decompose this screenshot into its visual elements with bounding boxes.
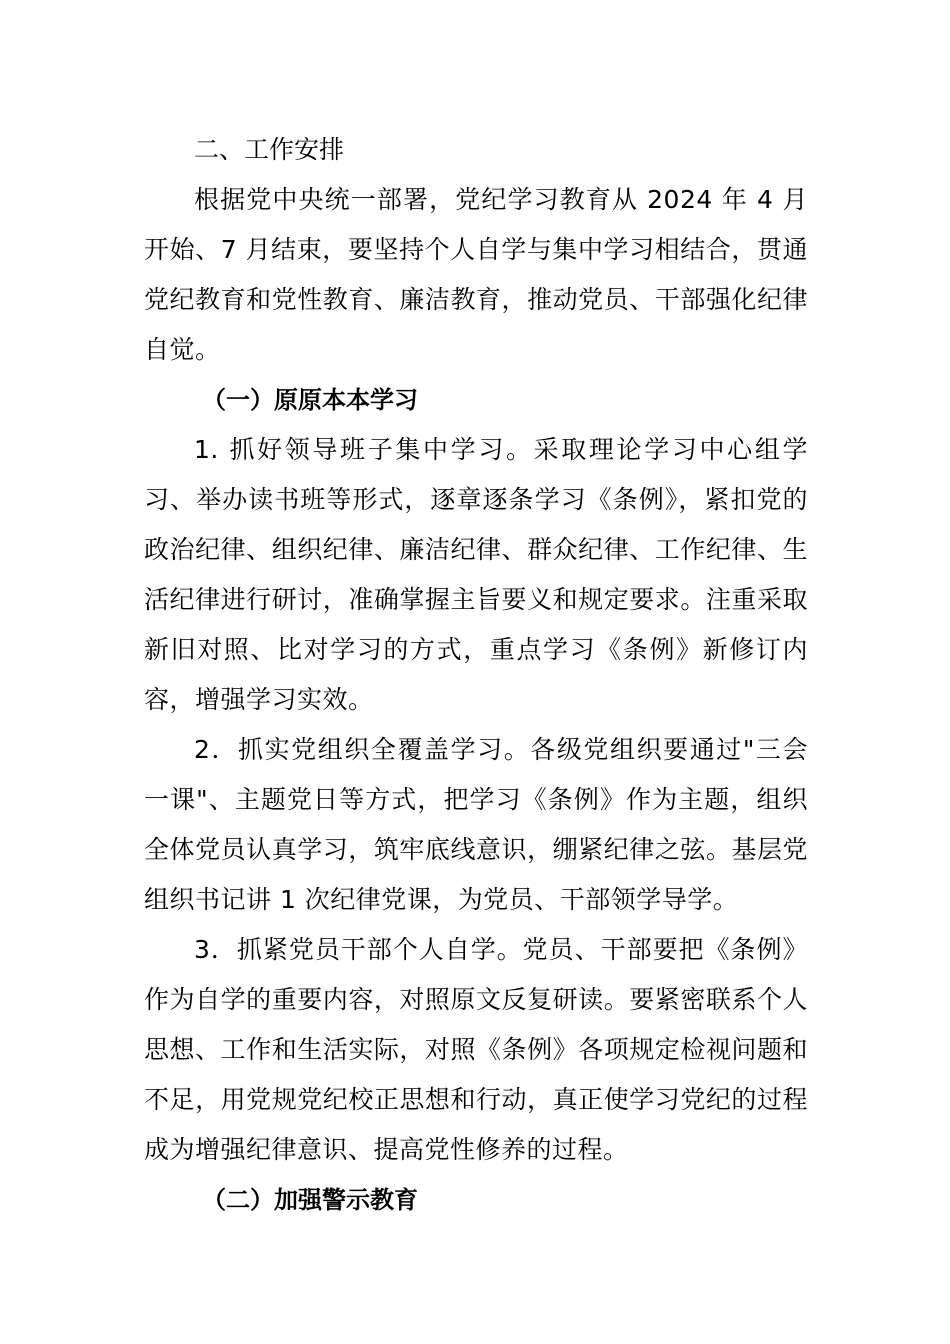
section-heading: 二、工作安排 bbox=[194, 135, 345, 164]
subsection-2-heading: （二）加强警示教育 bbox=[202, 1186, 418, 1214]
subsection-1-item-3: 3．抓紧党员干部个人自学。党员、干部要把《条例》作为自学的重要内容，对照原文反复研读。要紧密联系个人思想、工作和生活实际，对照《条例》各项规定检视问题和不足，用党规党纪校正思想和行动，真正使学习党纪的过程成为增强纪律意识、提高党性修养的过程。 bbox=[144, 935, 808, 1164]
subsection-1-item-1: 1. 抓好领导班子集中学习。采取理论学习中心组学习、举办读书班等形式，逐章逐条学习《条例》，紧扣党的政治纪律、组织纪律、廉洁纪律、群众纪律、工作纪律、生活纪律进行研讨，准确掌握主旨要义和规定要求。注重采取新旧对照、比对学习的方式，重点学习《条例》新修订内容，增强学习实效。 bbox=[144, 435, 808, 714]
intro-paragraph: 根据党中央统一部署，党纪学习教育从 2024 年 4 月开始、7 月结束，要坚持个人自学与集中学习相结合，贯通党纪教育和党性教育、廉洁教育，推动党员、干部强化纪律自觉。 bbox=[144, 185, 808, 364]
subsection-1-item-2: 2．抓实党组织全覆盖学习。各级党组织要通过"三会一课"、主题党日等方式，把学习《条例》作为主题，组织全体党员认真学习，筑牢底线意识，绷紧纪律之弦。基层党组织书记讲 1 次纪律党课，为党员、干部领学导学。 bbox=[144, 735, 808, 914]
subsection-1-heading: （一）原原本本学习 bbox=[202, 386, 418, 414]
document-page bbox=[144, 125, 808, 1225]
